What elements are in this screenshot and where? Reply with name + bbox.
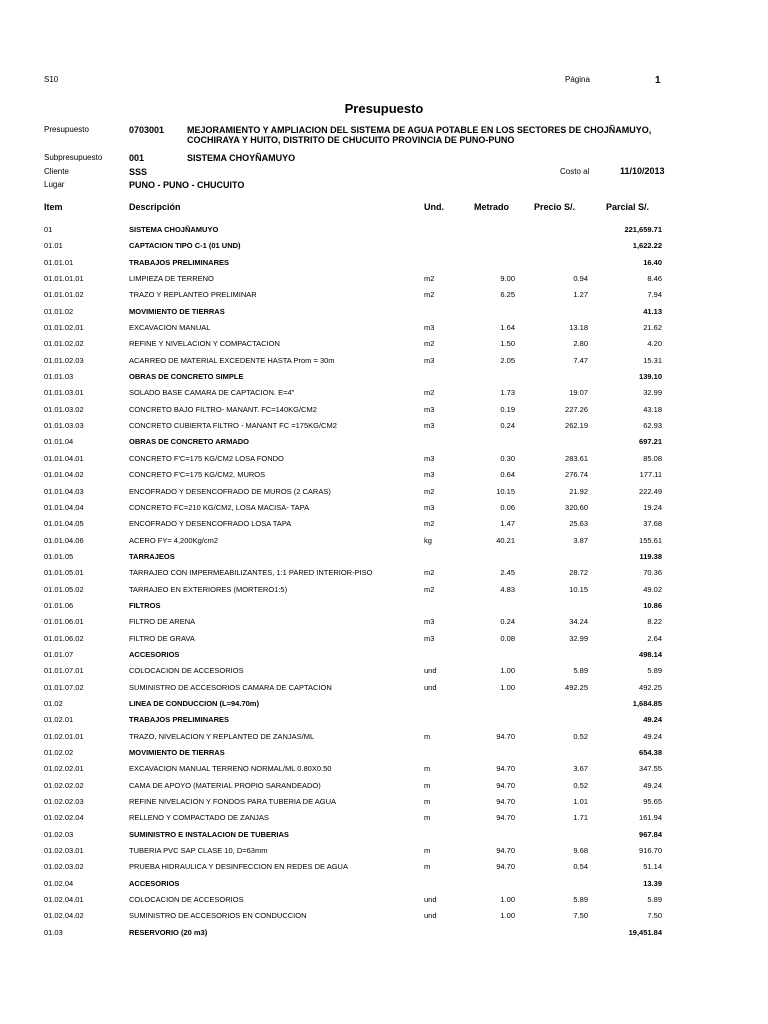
item-cell: 01.02.01.01 bbox=[44, 731, 84, 741]
lugar-label: Lugar bbox=[44, 180, 65, 189]
precio-cell: 0.52 bbox=[573, 780, 588, 790]
metrado-cell: 0.19 bbox=[500, 404, 515, 414]
table-row bbox=[0, 680, 768, 696]
description-cell: CONCRETO FC=210 KG/CM2, LOSA MACISA- TAPA bbox=[129, 502, 310, 512]
precio-cell: 19.07 bbox=[569, 388, 588, 398]
metrado-cell: 1.50 bbox=[500, 339, 515, 349]
parcial-cell: 654.38 bbox=[639, 748, 662, 757]
description-cell: FILTRO DE GRAVA bbox=[129, 633, 195, 643]
parcial-cell: 16.40 bbox=[643, 257, 662, 267]
table-row bbox=[0, 582, 768, 598]
table-row bbox=[0, 876, 768, 892]
parcial-cell: 222.49 bbox=[639, 486, 662, 496]
unit-cell: m bbox=[424, 813, 431, 823]
unit-cell: m3 bbox=[424, 355, 435, 365]
description-cell: TRABAJOS PRELIMINARES bbox=[129, 257, 230, 267]
table-row bbox=[0, 549, 768, 565]
table-row bbox=[0, 729, 768, 745]
precio-cell: 276.74 bbox=[565, 470, 588, 480]
table-row bbox=[0, 238, 768, 254]
col-header-precio: Precio S/. bbox=[534, 202, 576, 212]
item-cell: 01.01.04.02 bbox=[44, 470, 84, 480]
table-row bbox=[0, 908, 768, 924]
item-cell: 01.01.05.02 bbox=[44, 584, 84, 594]
table-row bbox=[0, 925, 768, 941]
presupuesto-code: 0703001 bbox=[129, 125, 165, 135]
metrado-cell: 6.25 bbox=[500, 290, 515, 300]
parcial-cell: 1,622.22 bbox=[632, 241, 662, 251]
col-header-metrado: Metrado bbox=[474, 202, 510, 212]
subpresupuesto-label: Subpresupuesto bbox=[44, 153, 103, 162]
description-cell: TRABAJOS PRELIMINARES bbox=[129, 715, 230, 725]
item-cell: 01.02.03.02 bbox=[44, 862, 84, 872]
item-cell: 01.01.03 bbox=[44, 372, 74, 382]
precio-cell: 262.19 bbox=[565, 421, 588, 431]
metrado-cell: 40.21 bbox=[496, 535, 515, 545]
parcial-cell: 139.10 bbox=[639, 372, 662, 382]
costo-label: Costo al bbox=[560, 167, 590, 176]
parcial-cell: 19,451.84 bbox=[628, 927, 662, 937]
unit-cell: m3 bbox=[424, 617, 435, 627]
page-label: Página bbox=[565, 75, 590, 84]
precio-cell: 1.27 bbox=[573, 290, 588, 300]
description-cell: EXCAVACION MANUAL bbox=[129, 323, 211, 333]
item-cell: 01 bbox=[44, 225, 53, 234]
item-cell: 01.03 bbox=[44, 927, 63, 937]
parcial-cell: 7.50 bbox=[647, 911, 662, 921]
unit-cell: m3 bbox=[424, 404, 435, 414]
description-cell: RESERVORIO (20 m3) bbox=[129, 927, 208, 937]
description-cell: PRUEBA HIDRAULICA Y DESINFECCION EN REDES DE AGUA bbox=[129, 862, 348, 872]
description-cell: LIMPIEZA DE TERRENO bbox=[129, 274, 214, 284]
item-cell: 01.02.02.04 bbox=[44, 813, 84, 823]
lugar-value: PUNO - PUNO - CHUCUITO bbox=[129, 180, 245, 190]
unit-cell: m bbox=[424, 862, 431, 872]
unit-cell: m3 bbox=[424, 421, 435, 431]
table-row bbox=[0, 385, 768, 401]
table-row bbox=[0, 402, 768, 418]
parcial-cell: 1,684.85 bbox=[632, 698, 662, 708]
description-cell: TARRAJEO EN EXTERIORES (MORTERO1:5) bbox=[129, 584, 288, 594]
item-cell: 01.02.01 bbox=[44, 715, 74, 725]
table-row bbox=[0, 859, 768, 875]
item-cell: 01.02.04 bbox=[44, 878, 74, 888]
item-cell: 01.01.02.03 bbox=[44, 355, 84, 365]
col-header-parcial: Parcial S/. bbox=[606, 202, 650, 212]
description-cell: ENCOFRADO Y DESENCOFRADO DE MUROS (2 CARAS) bbox=[129, 486, 331, 496]
precio-cell: 2.80 bbox=[573, 339, 588, 349]
table-row bbox=[0, 696, 768, 712]
metrado-cell: 94.70 bbox=[496, 813, 515, 823]
precio-cell: 21.92 bbox=[569, 486, 588, 496]
item-cell: 01.02.03.01 bbox=[44, 846, 84, 856]
description-cell: ACARREO DE MATERIAL EXCEDENTE HASTA Prom = 30m bbox=[129, 355, 335, 365]
unit-cell: m bbox=[424, 846, 431, 856]
parcial-cell: 41.13 bbox=[643, 306, 662, 316]
metrado-cell: 94.70 bbox=[496, 846, 515, 856]
parcial-cell: 155.61 bbox=[639, 535, 662, 545]
description-cell: FILTRO DE ARENA bbox=[129, 617, 196, 627]
parcial-cell: 37.68 bbox=[643, 519, 662, 529]
parcial-cell: 177.11 bbox=[639, 470, 662, 480]
unit-cell: und bbox=[424, 682, 437, 692]
item-cell: 01.01.02.02 bbox=[44, 339, 84, 349]
description-cell: CONCRETO BAJO FILTRO- MANANT. FC=140KG/CM2 bbox=[129, 404, 317, 414]
parcial-cell: 15.31 bbox=[643, 355, 662, 365]
item-cell: 01.01.03.03 bbox=[44, 421, 84, 431]
table-row bbox=[0, 500, 768, 516]
parcial-cell: 347.55 bbox=[639, 764, 662, 774]
item-cell: 01.02.04.01 bbox=[44, 895, 84, 905]
table-row bbox=[0, 222, 768, 238]
parcial-cell: 119.38 bbox=[639, 551, 662, 561]
metrado-cell: 94.70 bbox=[496, 764, 515, 774]
parcial-cell: 7.94 bbox=[647, 290, 662, 300]
budget-table bbox=[0, 222, 768, 941]
unit-cell: m2 bbox=[424, 290, 435, 300]
metrado-cell: 1.00 bbox=[500, 666, 515, 676]
parcial-cell: 13.39 bbox=[643, 878, 662, 888]
description-cell: SUMINISTRO DE ACCESORIOS CAMARA DE CAPTACION bbox=[129, 682, 332, 692]
description-cell: MOVIMIENTO DE TIERRAS bbox=[129, 306, 225, 316]
unit-cell: und bbox=[424, 911, 437, 921]
precio-cell: 7.50 bbox=[573, 911, 588, 921]
item-cell: 01.02.03 bbox=[44, 829, 74, 839]
table-row bbox=[0, 304, 768, 320]
description-cell: CAMA DE APOYO (MATERIAL PROPIO SARANDEADO) bbox=[129, 780, 321, 790]
item-cell: 01.02.02.03 bbox=[44, 797, 84, 807]
metrado-cell: 0.30 bbox=[500, 453, 515, 463]
table-row bbox=[0, 451, 768, 467]
item-cell: 01.01.04.01 bbox=[44, 453, 84, 463]
description-cell: LINEA DE CONDUCCION (L=94.70m) bbox=[129, 698, 259, 708]
precio-cell: 5.89 bbox=[573, 666, 588, 676]
parcial-cell: 85.08 bbox=[643, 453, 662, 463]
unit-cell: und bbox=[424, 666, 437, 676]
unit-cell: kg bbox=[424, 535, 432, 545]
description-cell: OBRAS DE CONCRETO ARMADO bbox=[129, 437, 250, 447]
metrado-cell: 2.45 bbox=[500, 568, 515, 578]
precio-cell: 492.25 bbox=[565, 682, 588, 692]
description-cell: TARRAJEOS bbox=[129, 551, 175, 561]
metrado-cell: 1.00 bbox=[500, 911, 515, 921]
description-cell: REFINE Y NIVELACION Y COMPACTACION bbox=[129, 339, 280, 349]
unit-cell: m2 bbox=[424, 568, 435, 578]
item-cell: 01.01.07 bbox=[44, 649, 74, 659]
item-cell: 01.01.04.03 bbox=[44, 486, 84, 496]
table-row bbox=[0, 614, 768, 630]
description-cell: FILTROS bbox=[129, 600, 161, 610]
precio-cell: 0.52 bbox=[573, 731, 588, 741]
item-cell: 01.01.01 bbox=[44, 257, 74, 267]
parcial-cell: 62.93 bbox=[643, 421, 662, 431]
col-header-descripcion: Descripción bbox=[129, 202, 181, 212]
item-cell: 01.02.02.01 bbox=[44, 764, 84, 774]
parcial-cell: 32.99 bbox=[643, 388, 662, 398]
precio-cell: 7.47 bbox=[573, 355, 588, 365]
unit-cell: m3 bbox=[424, 453, 435, 463]
item-cell: 01.01 bbox=[44, 241, 63, 251]
table-row bbox=[0, 533, 768, 549]
precio-cell: 1.01 bbox=[573, 797, 588, 807]
precio-cell: 13.18 bbox=[569, 323, 588, 333]
metrado-cell: 0.64 bbox=[500, 470, 515, 480]
cliente-value: SSS bbox=[129, 167, 148, 177]
description-cell: ACERO FY= 4,200Kg/cm2 bbox=[129, 535, 218, 545]
item-cell: 01.01.02.01 bbox=[44, 323, 84, 333]
metrado-cell: 1.64 bbox=[500, 323, 515, 333]
item-cell: 01.01.04.04 bbox=[44, 502, 84, 512]
item-cell: 01.01.04 bbox=[44, 437, 74, 447]
parcial-cell: 916.70 bbox=[639, 846, 662, 856]
unit-cell: m bbox=[424, 764, 431, 774]
description-cell: CONCRETO CUBIERTA FILTRO - MANANT FC =175KG/CM2 bbox=[129, 421, 337, 431]
table-row bbox=[0, 794, 768, 810]
description-cell: EXCAVACION MANUAL TERRENO NORMAL/ML 0.80X0.50 bbox=[129, 764, 332, 774]
table-row bbox=[0, 484, 768, 500]
table-row bbox=[0, 663, 768, 679]
precio-cell: 0.54 bbox=[573, 862, 588, 872]
description-cell: OBRAS DE CONCRETO SIMPLE bbox=[129, 372, 244, 382]
parcial-cell: 221,659.71 bbox=[624, 225, 662, 234]
description-cell: ENCOFRADO Y DESENCOFRADO LOSA TAPA bbox=[129, 519, 292, 529]
col-header-und: Und. bbox=[424, 202, 444, 212]
description-cell: CAPTACION TIPO C-1 (01 UND) bbox=[129, 241, 241, 251]
item-cell: 01.02.02 bbox=[44, 748, 74, 757]
precio-cell: 9.68 bbox=[573, 846, 588, 856]
parcial-cell: 5.89 bbox=[647, 666, 662, 676]
table-row bbox=[0, 467, 768, 483]
table-row bbox=[0, 369, 768, 385]
table-row bbox=[0, 631, 768, 647]
unit-cell: m2 bbox=[424, 519, 435, 529]
parcial-cell: 49.24 bbox=[643, 780, 662, 790]
parcial-cell: 43.18 bbox=[643, 404, 662, 414]
precio-cell: 5.89 bbox=[573, 895, 588, 905]
description-cell: MOVIMIENTO DE TIERRAS bbox=[129, 748, 225, 757]
parcial-cell: 5.89 bbox=[647, 895, 662, 905]
precio-cell: 3.87 bbox=[573, 535, 588, 545]
page-title: Presupuesto bbox=[344, 101, 424, 116]
unit-cell: m3 bbox=[424, 633, 435, 643]
precio-cell: 320.60 bbox=[565, 502, 588, 512]
unit-cell: m3 bbox=[424, 323, 435, 333]
unit-cell: m2 bbox=[424, 486, 435, 496]
precio-cell: 10.15 bbox=[569, 584, 588, 594]
description-cell: SUMINISTRO DE ACCESORIOS EN CONDUCCION bbox=[129, 911, 307, 921]
subpresupuesto-code: 001 bbox=[129, 153, 145, 163]
item-cell: 01.01.05.01 bbox=[44, 568, 84, 578]
table-row bbox=[0, 418, 768, 434]
col-header-item: Item bbox=[44, 202, 63, 212]
unit-cell: m2 bbox=[424, 274, 435, 284]
presupuesto-label: Presupuesto bbox=[44, 125, 89, 134]
description-cell: ACCESORIOS bbox=[129, 649, 180, 659]
item-cell: 01.01.07.02 bbox=[44, 682, 84, 692]
precio-cell: 25.63 bbox=[569, 519, 588, 529]
report-code: S10 bbox=[44, 75, 59, 84]
metrado-cell: 1.73 bbox=[500, 388, 515, 398]
page-number: 1 bbox=[655, 75, 661, 86]
parcial-cell: 967.84 bbox=[639, 829, 662, 839]
precio-cell: 1.71 bbox=[573, 813, 588, 823]
parcial-cell: 10.86 bbox=[643, 600, 662, 610]
table-row bbox=[0, 843, 768, 859]
table-row bbox=[0, 778, 768, 794]
metrado-cell: 10.15 bbox=[496, 486, 515, 496]
table-row bbox=[0, 271, 768, 287]
unit-cell: m3 bbox=[424, 502, 435, 512]
table-row bbox=[0, 745, 768, 761]
item-cell: 01.01.06.01 bbox=[44, 617, 84, 627]
subpresupuesto-name: SISTEMA CHOYÑAMUYO bbox=[187, 153, 296, 163]
table-row bbox=[0, 810, 768, 826]
unit-cell: m3 bbox=[424, 470, 435, 480]
table-row bbox=[0, 761, 768, 777]
parcial-cell: 49.02 bbox=[643, 584, 662, 594]
table-row bbox=[0, 712, 768, 728]
table-row bbox=[0, 565, 768, 581]
unit-cell: m bbox=[424, 780, 431, 790]
item-cell: 01.02.04.02 bbox=[44, 911, 84, 921]
parcial-cell: 19.24 bbox=[643, 502, 662, 512]
metrado-cell: 0.24 bbox=[500, 421, 515, 431]
parcial-cell: 8.46 bbox=[647, 274, 662, 284]
metrado-cell: 9.00 bbox=[500, 274, 515, 284]
metrado-cell: 1.00 bbox=[500, 895, 515, 905]
item-cell: 01.01.04.06 bbox=[44, 535, 84, 545]
unit-cell: m2 bbox=[424, 388, 435, 398]
table-row bbox=[0, 336, 768, 352]
item-cell: 01.01.01.01 bbox=[44, 274, 84, 284]
item-cell: 01.01.03.01 bbox=[44, 388, 84, 398]
item-cell: 01.02.02.02 bbox=[44, 780, 84, 790]
unit-cell: m bbox=[424, 731, 431, 741]
item-cell: 01.01.04.05 bbox=[44, 519, 84, 529]
table-row bbox=[0, 827, 768, 843]
table-row bbox=[0, 892, 768, 908]
description-cell: REFINE NIVELACION Y FONDOS PARA TUBERIA DE AGUA bbox=[129, 797, 337, 807]
precio-cell: 0.94 bbox=[573, 274, 588, 284]
metrado-cell: 94.70 bbox=[496, 731, 515, 741]
item-cell: 01.01.05 bbox=[44, 551, 74, 561]
presupuesto-description: MEJORAMIENTO Y AMPLIACION DEL SISTEMA DE AGUA POTABLE EN LOS SECTORES DE CHOJÑAMUYO, COCHIRAYA Y HUITO, DISTRITO DE CHUCUITO PROVINCIA DE PUNO-PUNO bbox=[187, 125, 652, 145]
metrado-cell: 0.08 bbox=[500, 633, 515, 643]
parcial-cell: 492.25 bbox=[639, 682, 662, 692]
item-cell: 01.01.01.02 bbox=[44, 290, 84, 300]
precio-cell: 3.67 bbox=[573, 764, 588, 774]
table-row bbox=[0, 320, 768, 336]
precio-cell: 227.26 bbox=[565, 404, 588, 414]
item-cell: 01.01.03.02 bbox=[44, 404, 84, 414]
table-row bbox=[0, 434, 768, 450]
description-cell: TUBERIA PVC SAP CLASE 10, D=63mm bbox=[129, 846, 268, 856]
item-cell: 01.01.02 bbox=[44, 306, 74, 316]
item-cell: 01.01.06.02 bbox=[44, 633, 84, 643]
parcial-cell: 51.14 bbox=[643, 862, 662, 872]
table-row bbox=[0, 255, 768, 271]
description-cell: TRAZO Y REPLANTEO PRELIMINAR bbox=[129, 290, 257, 300]
precio-cell: 34.24 bbox=[569, 617, 588, 627]
metrado-cell: 94.70 bbox=[496, 862, 515, 872]
unit-cell: m2 bbox=[424, 584, 435, 594]
table-row bbox=[0, 516, 768, 532]
table-row bbox=[0, 287, 768, 303]
parcial-cell: 2.64 bbox=[647, 633, 662, 643]
description-cell: COLOCACION DE ACCESORIOS bbox=[129, 895, 244, 905]
description-cell: CONCRETO F'C=175 KG/CM2, MUROS bbox=[129, 470, 266, 480]
parcial-cell: 4.20 bbox=[647, 339, 662, 349]
metrado-cell: 0.24 bbox=[500, 617, 515, 627]
parcial-cell: 70.36 bbox=[643, 568, 662, 578]
precio-cell: 28.72 bbox=[569, 568, 588, 578]
description-cell: COLOCACION DE ACCESORIOS bbox=[129, 666, 244, 676]
metrado-cell: 1.00 bbox=[500, 682, 515, 692]
metrado-cell: 94.70 bbox=[496, 780, 515, 790]
parcial-cell: 8.22 bbox=[647, 617, 662, 627]
unit-cell: m2 bbox=[424, 339, 435, 349]
metrado-cell: 2.05 bbox=[500, 355, 515, 365]
description-cell: ACCESORIOS bbox=[129, 878, 180, 888]
unit-cell: m bbox=[424, 797, 431, 807]
description-cell: SISTEMA CHOJÑAMUYO bbox=[129, 225, 219, 234]
description-cell: RELLENO Y COMPACTADO DE ZANJAS bbox=[129, 813, 269, 823]
metrado-cell: 1.47 bbox=[500, 519, 515, 529]
parcial-cell: 95.65 bbox=[643, 797, 662, 807]
description-cell: SUMINISTRO E INSTALACION DE TUBERIAS bbox=[129, 829, 289, 839]
description-cell: CONCRETO F'C=175 KG/CM2 LOSA FONDO bbox=[129, 453, 284, 463]
description-cell: TARRAJEO CON IMPERMEABILIZANTES, 1:1 PARED INTERIOR-PISO bbox=[129, 568, 373, 578]
table-row bbox=[0, 598, 768, 614]
unit-cell: und bbox=[424, 895, 437, 905]
cliente-label: Cliente bbox=[44, 167, 69, 176]
item-cell: 01.01.06 bbox=[44, 600, 74, 610]
description-cell: TRAZO, NIVELACION Y REPLANTEO DE ZANJAS/ML bbox=[129, 731, 315, 741]
metrado-cell: 94.70 bbox=[496, 797, 515, 807]
metrado-cell: 0.06 bbox=[500, 502, 515, 512]
costo-date: 11/10/2013 bbox=[620, 166, 665, 176]
item-cell: 01.02 bbox=[44, 698, 63, 708]
precio-cell: 283.61 bbox=[565, 453, 588, 463]
description-cell: SOLADO BASE CAMARA DE CAPTACION. E=4" bbox=[129, 388, 295, 398]
table-row bbox=[0, 647, 768, 663]
parcial-cell: 161.94 bbox=[639, 813, 662, 823]
precio-cell: 32.99 bbox=[569, 633, 588, 643]
parcial-cell: 21.62 bbox=[643, 323, 662, 333]
metrado-cell: 4.83 bbox=[500, 584, 515, 594]
parcial-cell: 49.24 bbox=[643, 715, 662, 725]
parcial-cell: 498.14 bbox=[639, 649, 662, 659]
parcial-cell: 49.24 bbox=[643, 731, 662, 741]
item-cell: 01.01.07.01 bbox=[44, 666, 84, 676]
parcial-cell: 697.21 bbox=[639, 437, 662, 447]
table-row bbox=[0, 353, 768, 369]
